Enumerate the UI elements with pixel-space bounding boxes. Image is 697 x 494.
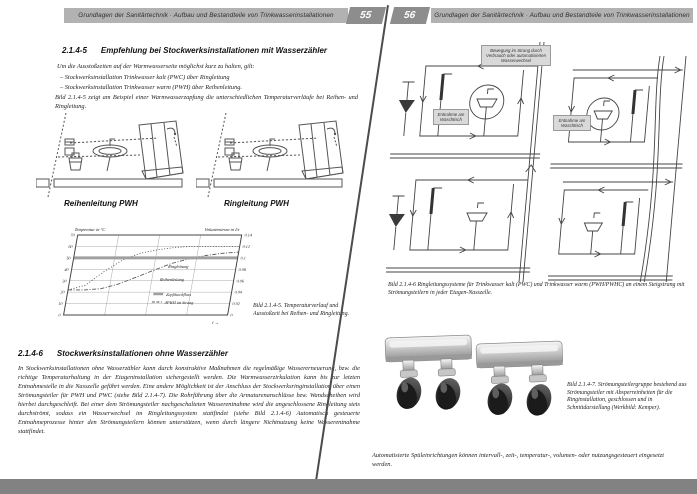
label-ringleitung: Ringleitung PWH — [224, 199, 289, 208]
svg-text:50: 50 — [66, 255, 72, 261]
manifold-unit-left — [385, 335, 474, 415]
page-number-tab-right — [390, 7, 430, 24]
right-axis-ticks — [230, 233, 253, 318]
bullet-2: – Stockwerksinstallation Trinkwasser warm (PWH) über Reihenleitung. — [60, 84, 243, 91]
tap-fixture-icon — [621, 202, 634, 254]
ring-loop-bottom — [386, 177, 528, 253]
section-6-body: In Stockwerksinstallationen ohne Wasserzähler kann durch konstruktive Maßnahmen die regelmäßige Wassererneuerung, bzw. die richtige Temperaturhaltung in der Etageninstallation sichergestellt werden. Die Warmwasserzirkulation kann bis zur letzten Entnahmestelle in die Nasszelle geführt werden. Eine andere Möglichkeit ist der Anschluss der Stockwerksringinstallation über einen Strömungsteiler für PWH und PWC (siehe Bild 2.1.4-7). Die Rohrführung über die Armaturenanschlüsse bzw. Wandscheiben wird hierbei durchgeschleift. Bei einer dem Strömungsteiler nachgeschalteten Wasserentnahme wird die angeschlossene Ringleitung stets durchströmt, sodass ein Wasserwechsel im Ringleitungssystem stattfindet (siehe Bild 2.1.4-6) Automatisch gesteuerte Entnahmeprozesse hinter den Strömungsteilern können unterstützen, wenn durch längere Nichtnutzung keine Wasserentnahme stattfindet. — [18, 365, 360, 435]
section-6-heading — [18, 349, 228, 358]
toilet-icon — [386, 196, 407, 250]
section-5-heading — [62, 46, 327, 55]
x-axis-label: t → — [211, 321, 220, 324]
washbasin-icon — [464, 203, 488, 250]
tap-fixture-icon — [438, 74, 452, 136]
annotation-entnahme-right: Entnahme am Waschtisch — [553, 115, 591, 131]
riser-pipes — [516, 42, 546, 282]
curve-label-ringleitung: Ringleitung — [167, 264, 190, 269]
svg-text:Zapfdurchfluss: Zapfdurchfluss — [165, 292, 192, 297]
section-6-number: 2.1.4-6 — [18, 349, 43, 358]
riser-diagram-right — [548, 56, 692, 284]
section-5-number: 2.1.4-5 — [62, 46, 87, 55]
ring-loop-top — [565, 75, 658, 145]
svg-text:0: 0 — [58, 312, 62, 318]
riser-pipes — [639, 56, 686, 282]
section-6-title: Stockwerksinstallationen ohne Wasserzähler — [56, 349, 228, 358]
toilet-icon — [396, 82, 417, 136]
washbasin-icon — [582, 213, 604, 254]
svg-text:0.08: 0.08 — [238, 266, 247, 272]
flow-divider-photo — [383, 328, 563, 450]
riser-diagram-left — [386, 42, 546, 284]
bullet-1: – Stockwerksinstallation Trinkwasser kalt (PWC) über Ringleitung — [60, 74, 230, 81]
header-title-left: Grundlagen der Sanitärtechnik · Aufbau und Bestandteile von Trinkwasserinstallationen — [78, 12, 334, 19]
chart-legend — [151, 292, 195, 305]
svg-text:0: 0 — [230, 312, 234, 318]
page-number-left: 55 — [359, 10, 373, 21]
floor-lines — [548, 164, 683, 280]
svg-text:70: 70 — [70, 232, 76, 238]
right-page-footer-text: Automatisierte Spüleinrichtungen können intervall-, zeit-, temperatur-, volumen- oder nutzungsgesteuert eingesetzt werden. — [372, 452, 664, 468]
floor-lines — [386, 154, 540, 272]
svg-text:0.12: 0.12 — [242, 244, 251, 250]
header-title-right: Grundlagen der Sanitärtechnik · Aufbau und Bestandteile von Trinkwasserinstallationen — [434, 12, 690, 19]
chart-caption: Bild 2.1.4-5. Temperaturverlauf und Ausstoßzeit bei Reihen- und Ringleitung. — [253, 303, 350, 317]
figure6-caption: Bild 2.1.4-6 Ringleitungssysteme für Trinkwasser kalt (PWC) und Trinkwasser warm (PWH/PWHC) an einem Steigstrang mit Strömungsteilern in jeder Etagen-Nasszelle. — [388, 282, 685, 296]
label-reihenleitung: Reihenleitung PWH — [64, 199, 138, 208]
svg-text:ϑPWH im Strang: ϑPWH im Strang — [164, 300, 194, 305]
svg-text:30: 30 — [61, 278, 68, 284]
svg-text:0.04: 0.04 — [234, 289, 243, 295]
svg-text:0.1: 0.1 — [240, 255, 247, 261]
page-number-right: 56 — [403, 10, 417, 21]
annotation-entnahme-left: Entnahme am Waschtisch — [433, 109, 469, 125]
annotation-flow-movement: Bewegung im Strang durch Verbrauch oder automatisierten Wasserwechsel — [481, 45, 551, 66]
ring-loop-top — [396, 63, 539, 139]
figure-note: Bild 2.1.4-5 zeigt am Beispiel einer Warmwasserzapfung die unterschiedlichen Temperaturverläufe bei Reihen- und Ringleitung. — [55, 94, 358, 110]
manifold-unit-right — [476, 341, 563, 421]
header-bar-right — [431, 8, 693, 23]
header-bar-left — [64, 8, 348, 23]
figure7-caption: Bild 2.1.4-7. Strömungsteilergruppe bestehend aus Strömungsteiler mit Absperreinheiten für die Ringinstallation, geschlossen und in Schnittdarstellung (Werkbild: Kemper). — [567, 382, 687, 412]
page-number-tab-left — [346, 7, 386, 24]
washbasin-highlight — [467, 85, 505, 136]
svg-text:0.14: 0.14 — [244, 232, 253, 238]
tap-fixture-icon — [630, 90, 643, 142]
right-axis-title: Volumenstrom in l/s — [204, 227, 240, 232]
bathroom-diagram-reihenleitung — [36, 113, 188, 199]
section-5-title: Empfehlung bei Stockwerksinstallationen mit Wasserzähler — [100, 46, 328, 55]
svg-text:20: 20 — [59, 289, 66, 295]
svg-text:0.02: 0.02 — [232, 301, 241, 307]
svg-text:40: 40 — [64, 266, 70, 272]
tap-fixture-icon — [428, 188, 442, 250]
svg-text:10: 10 — [57, 301, 64, 307]
svg-text:60: 60 — [68, 244, 74, 250]
bottom-page-edge — [0, 479, 697, 494]
bathroom-diagram-ringleitung — [196, 113, 348, 199]
svg-text:0.06: 0.06 — [236, 278, 245, 284]
section-5-intro: Um die Ausstoßzeiten auf der Warmwasserseite möglichst kurz zu halten, gilt: — [57, 63, 255, 70]
temperature-chart — [30, 224, 276, 324]
ring-loop-bottom — [555, 187, 648, 257]
curve-label-reihenleitung: Reihenleitung — [159, 277, 185, 282]
left-axis-title: Temperatur in °C — [74, 227, 106, 232]
